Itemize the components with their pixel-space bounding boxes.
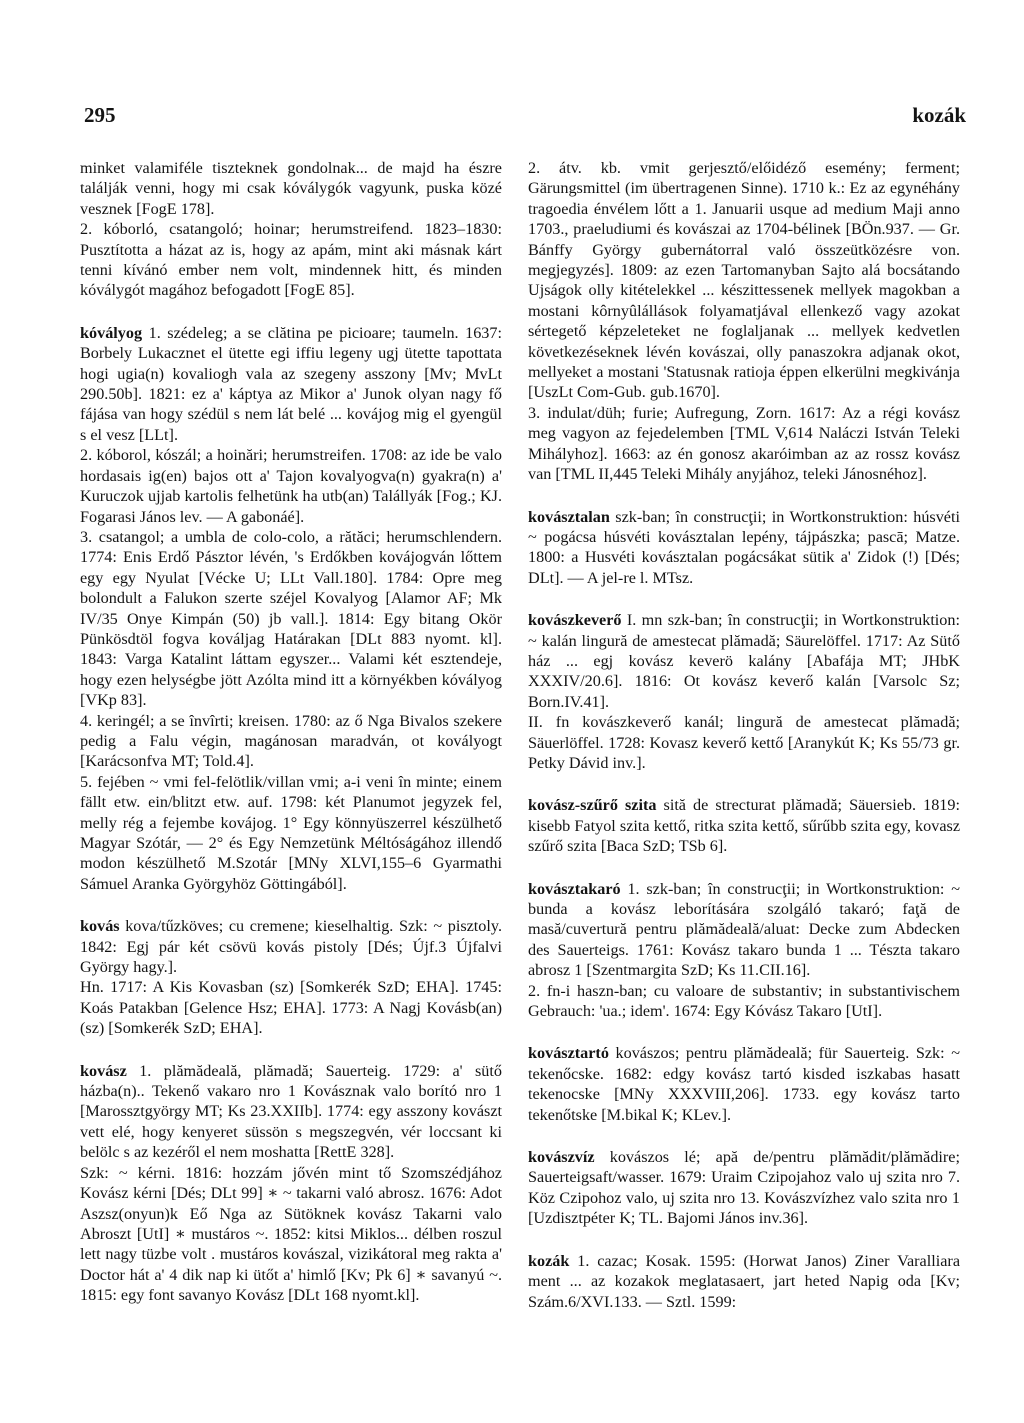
page-number: 295 xyxy=(84,103,116,127)
entry-paragraph xyxy=(80,1163,502,1306)
entry-headword: kozák xyxy=(528,1251,570,1270)
entry-text: 3. csatangol; a umbla de colo-colo, a rătăci; herumschlendern. 1774: Enis Erdő Pásztor lévén, 's Erdőkben kovájogván lőttem egy egy Nyulat [Vécke U; LLt Vall.180]. 1784: Opre meg bolondult a Falukon szerte széjel Kovalyog [Alamor AF; Mk IV/35 Onye Kimpán (50) jb vall.]. 1814: Egy bitang Okör Pünkösdtöl fogva kováljag Határakan [DLt 883 nyomt. kl]. 1843: Varga Katalint láttam egyszer... Valami két esztendeje, hogy ezen helységbe jött Azólta mind itt a környékben kóvályog [VKp 83]. xyxy=(80,527,502,710)
entry-text: kova/tűzköves; cu cremene; kieselhaltig. Szk: ~ pisztoly. 1842: Egj pár két csövü kovás pistoly [Dés; Újf.3 Újfalvi György hagy.]. xyxy=(80,917,502,977)
dictionary-entry xyxy=(528,1043,960,1125)
entry-paragraph xyxy=(80,219,502,301)
dictionary-entry xyxy=(80,323,502,445)
entry-headword: kovászkeverő xyxy=(528,611,622,630)
entry-text: 2. átv. kb. vmit gerjesztő/előidéző esemény; ferment; Gärungsmittel (im übertragenen Sinne). 1710 k.: Ez az egynéhány tragoedia énvélem lőtt a 1. Januarii usque ad medium Maji anno 1703., praeludiumi és kovászai az 1704-bélinek [BÖn.937. — Gr. Bánffy György gubernátorral való összeütközésre von. megjegyzés]. 1809: az ezen Tartomanyban Sajto alá bocsátando Ujságok olly kitételekkel ... készittessenek mellyek magokban a mostani kôrnyûlállások folyamatjával ellenkező vagy azokat sértegető képzeleteket ne foglaljanak ... mellyek kedvetlen következéseknek lévén kovászai, olly panaszokra adjanak okot, mellyeket a mostani 'Statusnak ratioja éppen elkerülni megkivánja [UszLt Com-Gub. gub.1670]. xyxy=(528,159,960,402)
dictionary-entry xyxy=(528,507,960,589)
dictionary-entry xyxy=(528,1251,960,1312)
entry-text: 2. fn-i haszn-ban; cu valoare de substantiv; in substantivischem Gebrauch: 'ua.; idem'. 1674: Egy Kóvász Takaro [UtI]. xyxy=(528,981,960,1021)
entry-paragraph xyxy=(80,977,502,1038)
entry-text: Szk: ~ kérni. 1816: hozzám jővén mint tő Szomszédjához Kovász kérni [Dés; DLt 99] ∗ ~ takarni való abrosz. 1676: Adot Aszsz(onyun)k Eő Nga az Sütöknek kovász Takarni valo Abroszt [UtI] ∗ mustáros ~. 1852: kitsi Miklos... délben roszul lett nagy tüzbe volt . mustáros kovászal, vizikátoral meg rakta a' Doctor hát a' 4 dik nap ki ütőt a' himlő [Kv; Pk 6] ∗ savanyú ~. 1815: egy font savanyo Kovász [DLt 168 nyomt.kl]. xyxy=(80,1163,502,1305)
entry-headword: kovásztakaró xyxy=(528,879,621,898)
entry-text: kovászos; pentru plămădeală; für Sauerteig. Szk: ~ tekenőcske. 1682: edgy kovász tartó kisded iszkabas hasatt tekenocske [MNy XXXVIII,206]. 1733. egy kovász tarto tekenőtske [M.bikal K; KLev.]. xyxy=(528,1044,960,1124)
entry-paragraph xyxy=(80,772,502,894)
entry-paragraph xyxy=(528,712,960,773)
entry-headword: kovás xyxy=(80,917,120,936)
entry-text: 4. keringél; a se învîrti; kreisen. 1780: az ő Nga Bivalos szekere pedig a Falu végin, magánosan maradván, ot kovályogt [Karácsonfva MT; Told.4]. xyxy=(80,711,502,771)
entry-text: szk-ban; în construcţii; in Wortkonstruktion: húsvéti ~ pogácsa húsvéti kovásztalan lepény, tájpászka; pascā; Matze. 1800: a Husvéti kovásztalan pogácsákat sütik a' Zidok (!) [Dés; DLt]. — A jel-re l. MTsz. xyxy=(528,507,960,587)
entry-text: 1. plămădeală, plămadă; Sauerteig. 1729: a' sütő házba(n).. Tekenő vakaro nro 1 Kovásznak valo borító nro 1 [Marossztgyörgy MT; Ks 23.XXIIb]. 1774: egy asszony kovászt vett elé, hogy kenyeret süssön s megszegvén, vér loccsant ki belölc s az kezéről el nem moshatta [RettE 328]. xyxy=(80,1061,502,1162)
entry-paragraph xyxy=(80,158,502,219)
entry-text: 2. kóborló, csatangoló; hoinar; herumstreifend. 1823–1830: Pusztította a házat az is, hogy az apám, mint aki másnak kárt tenni kívánó ember nem volt, mindennek hitt, és minden kóválygót magához befogadott [FogE 85]. xyxy=(80,220,502,300)
entry-text: 2. kóborol, kószál; a hoinări; herumstreifen. 1708: az ide be valo hordasais ig(en) bajos ott a' Tajon kovalyogva(n) gyakra(n) a' Kuruczok ujjab kartolis felhetünk ha utb(an) Talállyák [Fog.; KJ. Fogarasi János lev. — A gabonáé]. xyxy=(80,446,502,526)
entry-paragraph xyxy=(80,711,502,772)
dictionary-entry xyxy=(528,795,960,856)
entry-headword: kovásztalan xyxy=(528,507,610,526)
entry-text: sită de strecturat plămadă; Säuersieb. 1819: kisebb Fatyol szita kettő, ritka szita kettő, sűrűbb szita egy, kovasz szűrő szita [Baca SzD; TSb 6]. xyxy=(528,796,960,856)
right-column xyxy=(528,158,960,1312)
entry-paragraph xyxy=(80,527,502,711)
dictionary-entry xyxy=(528,1147,960,1229)
entry-headword: kovásztartó xyxy=(528,1044,609,1063)
entry-text: 5. fejében ~ vmi fel-felötlik/villan vmi; a-i veni în minte; einem fällt etw. ein/blitzt etw. auf. 1798: két Planumot jegyzek fel, melly rég a fejembe kovájog. 1° Egy könnyüszerrel készülhető Magyar Szótár, — 2° és Egy Nemzetünk Méltóságához illendő modon készülhető M.Szotár [MNy XLVI,155–6 Gyarmathi Sámuel Aranka Györgyhöz Göttingából]. xyxy=(80,772,502,893)
entry-text: 1. szk-ban; în construcţii; in Wortkonstruktion: ~ bunda a kovász leborítására szolgáló takaró; faţă de masă/cuvertură pentru plămădeală/aluat: Decke zum Abdecken des Sauerteigs. 1761: Kovász takaro bunda 1 ... Tészta takaro abrosz 1 [Szentmargita SzD; Ks 11.CII.16]. xyxy=(528,879,960,980)
entry-text: kovászos lé; apă de/pentru plămădit/plămădire; Sauerteigsaft/wasser. 1679: Uraim Czipojahoz valo uj szita nro 7. Köz Czipohoz valo, uj szita nro 13. Kovászvízhez valo szita nro 1 [Uzdisztpéter K; TL. Bajomi János inv.36]. xyxy=(528,1148,960,1228)
entry-paragraph xyxy=(80,445,502,527)
entry-text: 1. cazac; Kosak. 1595: (Horwat Janos) Ziner Varalliara ment ... az kozakok meglatasaert, jart heted Napig oda [Kv; Szám.6/XVI.133. — Sztl. 1599: xyxy=(528,1251,960,1311)
running-headword: kozák xyxy=(912,103,966,127)
entry-paragraph xyxy=(528,158,960,403)
entry-text: I. mn szk-ban; în construcţii; in Wortkonstruktion: ~ kalán lingură de amestecat plămadă; Säurelöffel. 1717: Az Sütő ház ... egj kovász keverö kalány [Abafája MT; JHbK XXXIV/20.6]. 1816: Ot kovász keverő kalán [Varsolc Sz; Born.IV.41]. xyxy=(528,611,960,711)
dictionary-entry xyxy=(528,610,960,712)
dictionary-entry xyxy=(80,916,502,977)
entry-headword: kóvályog xyxy=(80,323,143,342)
entry-text: Hn. 1717: A Kis Kovasban (sz) [Somkerék SzD; EHA]. 1745: Koás Patakban [Gelence Hsz; EHA]. 1773: A Nagj Kovásb(an) (sz) [Somkerék SzD; EHA]. xyxy=(80,978,502,1038)
entry-headword: kovászvíz xyxy=(528,1148,595,1167)
entry-paragraph xyxy=(528,981,960,1022)
entry-headword: kovász xyxy=(80,1061,127,1080)
entry-paragraph xyxy=(528,403,960,485)
left-column xyxy=(80,158,502,1306)
entry-text: 3. indulat/düh; furie; Aufregung, Zorn. 1617: Az a régi kovász meg vagyon az fejedelemben [TML V,614 Naláczi István Teleki Mihályhoz]. 1663: az én gonosz akaróimban az az rossz kovász van [TML II,445 Teleki Mihály anyjához, teleki Jánosnéhoz]. xyxy=(528,403,960,484)
entry-text: II. fn kovászkeverő kanál; lingură de amestecat plămadă; Säuerlöffel. 1728: Kovasz keverő kettő [Aranykút K; Ks 55/73 gr. Petky Dávid inv.]. xyxy=(528,713,960,772)
dictionary-entry xyxy=(528,879,960,981)
entry-text: minket valamiféle tiszteknek gondolnak... de majd ha észre találják venni, hogy mi csak kóválygók vagyunk, puska közé vesznek [FogE 178]. xyxy=(80,159,502,218)
entry-text: 1. szédeleg; a se clătina pe picioare; taumeln. 1637: Borbely Lukacznet el ütette egi iffiu legeny ugj ütette tapottata hogi ugia(n) kovaliogh vala az szegeny asszony [Mv; MvLt 290.50b]. 1821: ez a' káptya az Mikor a' Junok olyan nagy fő fájása van hogy szédül s nem lát belé ... kovájog mig el gyengül s el vesz [LLt]. xyxy=(80,323,502,444)
entry-headword: kovász-szűrő szita xyxy=(528,796,657,815)
dictionary-entry xyxy=(80,1061,502,1163)
